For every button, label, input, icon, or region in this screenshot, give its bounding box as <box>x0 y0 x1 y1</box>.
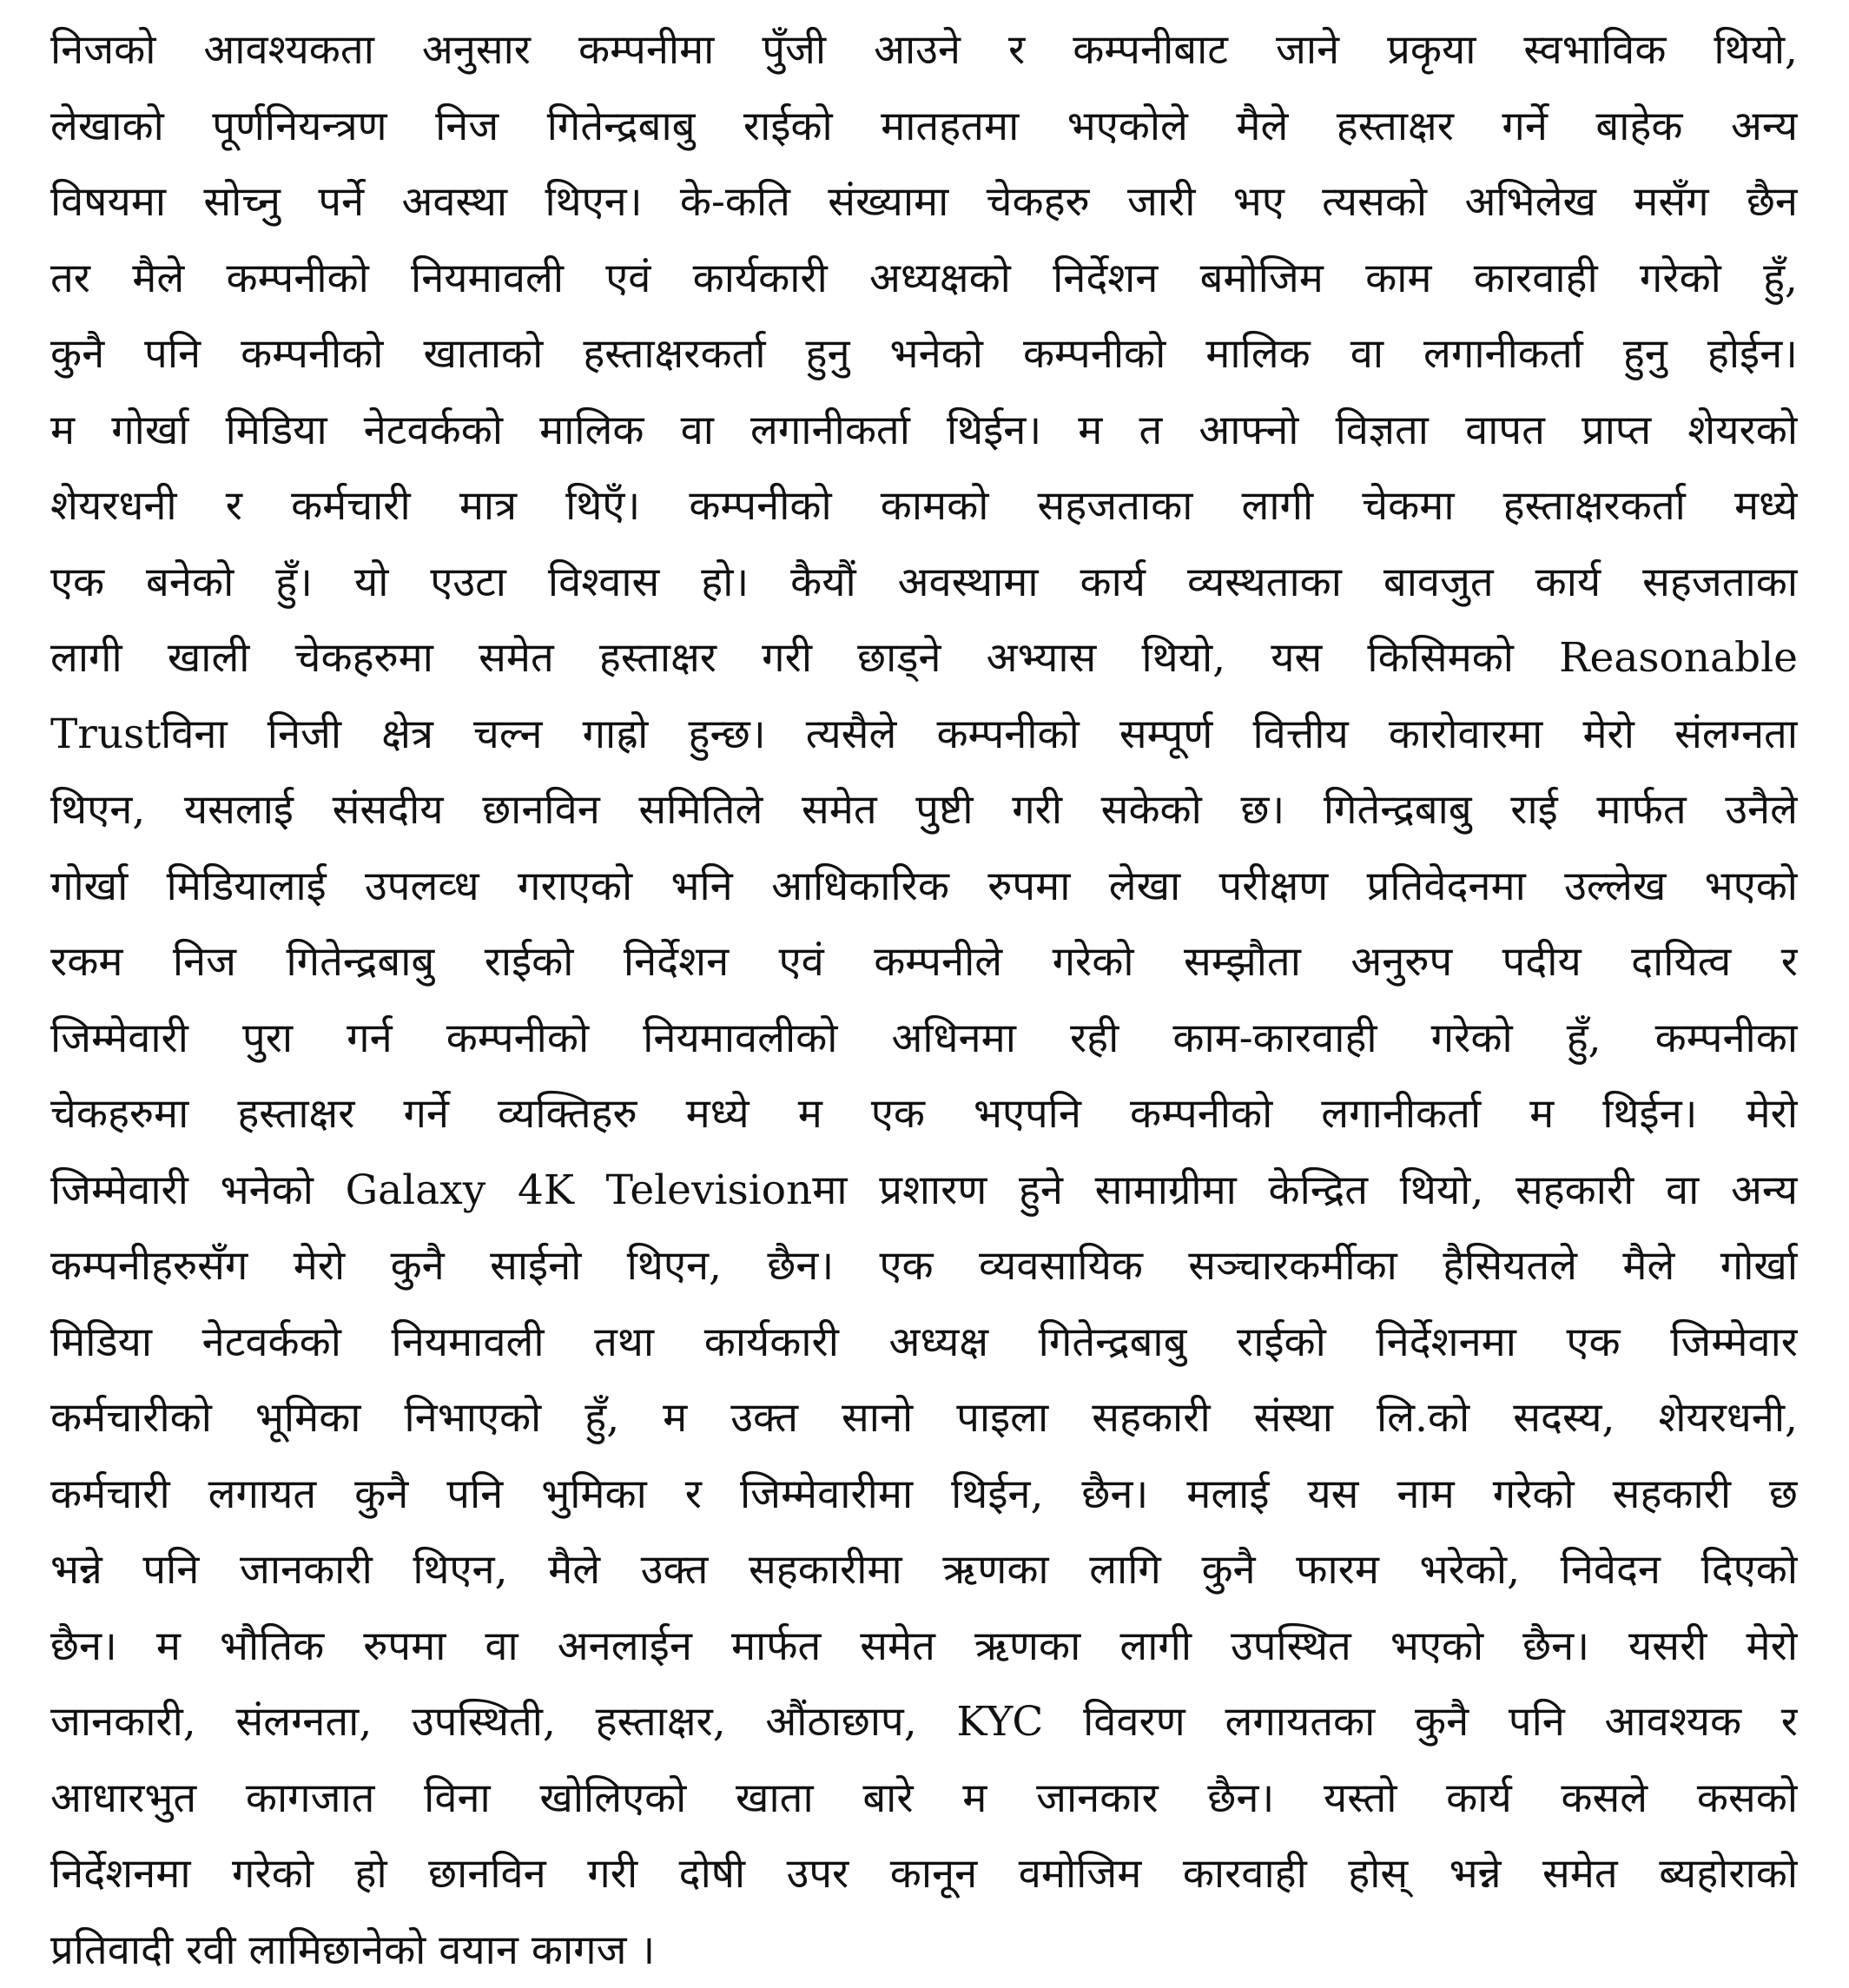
text-line: जिम्मेवारी भनेको Galaxy 4K Televisionमा प्रशारण हुने सामाग्रीमा केन्द्रित थियो, सहकारी वा अन्य <box>50 1153 1798 1229</box>
text-line: छैन। म भौतिक रुपमा वा अनलाईन मार्फत समेत ऋणका लागी उपस्थित भएको छैन। यसरी मेरो <box>50 1608 1798 1685</box>
text-line: रकम निज गितेन्द्रबाबु राईको निर्देशन एवं कम्पनीले गरेको सम्झौता अनुरुप पदीय दायित्व र <box>50 924 1798 1001</box>
text-line: मिडिया नेटवर्कको नियमावली तथा कार्यकारी अध्यक्ष गितेन्द्रबाबु राईको निर्देशनमा एक जिम्मेवार <box>50 1304 1798 1381</box>
text-line: गोर्खा मिडियालाई उपलव्ध गराएको भनि आधिकारिक रुपमा लेखा परीक्षण प्रतिवेदनमा उल्लेख भएको <box>50 849 1798 925</box>
text-line-final: प्रतिवादी रवी लामिछानेको वयान कागज । <box>50 1912 1798 1988</box>
text-line: कम्पनीहरुसँग मेरो कुनै साईनो थिएन, छैन। एक व्यवसायिक सञ्चारकर्मीका हैसियतले मैले गोर्खा <box>50 1228 1798 1304</box>
text-line: शेयरधनी र कर्मचारी मात्र थिएँ। कम्पनीको कामको सहजताका लागी चेकमा हस्ताक्षरकर्ता मध्ये <box>50 468 1798 545</box>
text-line: म गोर्खा मिडिया नेटवर्कको मालिक वा लगानीकर्ता थिईन। म त आफ्नो विज्ञता वापत प्राप्त शेयरको <box>50 393 1798 469</box>
text-line: तर मैले कम्पनीको नियमावली एवं कार्यकारी अध्यक्षको निर्देशन बमोजिम काम कारवाही गरेको हुँ, <box>50 241 1798 317</box>
text-line: Trustविना निजी क्षेत्र चल्न गाह्रो हुन्छ। त्यसैले कम्पनीको सम्पूर्ण वित्तीय कारोवारमा मेरो संलग्नता <box>50 697 1798 773</box>
text-line: जानकारी, संलग्नता, उपस्थिती, हस्ताक्षर, औंठाछाप, KYC विवरण लगायतका कुनै पनि आवश्यक र <box>50 1684 1798 1760</box>
text-line: निजको आवश्यकता अनुसार कम्पनीमा पुँजी आउने र कम्पनीबाट जाने प्रकृया स्वभाविक थियो, <box>50 12 1798 89</box>
text-line: लागी खाली चेकहरुमा समेत हस्ताक्षर गरी छाड्ने अभ्यास थियो, यस किसिमको Reasonable <box>50 620 1798 697</box>
text-line: थिएन, यसलाई संसदीय छानविन समितिले समेत पुष्टी गरी सकेको छ। गितेन्द्रबाबु राई मार्फत उनैले <box>50 772 1798 849</box>
document-body <box>50 12 1798 1988</box>
text-line: चेकहरुमा हस्ताक्षर गर्ने व्यक्तिहरु मध्ये म एक भएपनि कम्पनीको लगानीकर्ता म थिईन। मेरो <box>50 1076 1798 1153</box>
text-line: लेखाको पूर्णनियन्त्रण निज गितेन्द्रबाबु राईको मातहतमा भएकोले मैले हस्ताक्षर गर्ने बाहेक अन्य <box>50 89 1798 165</box>
text-line: भन्ने पनि जानकारी थिएन, मैले उक्त सहकारीमा ऋणका लागि कुनै फारम भरेको, निवेदन दिएको <box>50 1532 1798 1608</box>
text-line: आधारभुत कागजात विना खोलिएको खाता बारे म जानकार छैन। यस्तो कार्य कसले कसको <box>50 1760 1798 1837</box>
text-line: जिम्मेवारी पुरा गर्न कम्पनीको नियमावलीको अधिनमा रही काम-कारवाही गरेको हुँ, कम्पनीका <box>50 1001 1798 1077</box>
text-line: कर्मचारीको भूमिका निभाएको हुँ, म उक्त सानो पाइला सहकारी संस्था लि.को सदस्य, शेयरधनी, <box>50 1380 1798 1456</box>
text-line: कर्मचारी लगायत कुनै पनि भुमिका र जिम्मेवारीमा थिईन, छैन। मलाई यस नाम गरेको सहकारी छ <box>50 1456 1798 1533</box>
text-line: निर्देशनमा गरेको हो छानविन गरी दोषी उपर कानून वमोजिम कारवाही होस् भन्ने समेत ब्यहोराको <box>50 1836 1798 1912</box>
text-line: कुनै पनि कम्पनीको खाताको हस्ताक्षरकर्ता हुनु भनेको कम्पनीको मालिक वा लगानीकर्ता हुनु होईन। <box>50 316 1798 393</box>
text-line: विषयमा सोच्नु पर्ने अवस्था थिएन। के-कति संख्यामा चेकहरु जारी भए त्यसको अभिलेख मसँग छैन <box>50 164 1798 241</box>
text-line: एक बनेको हुँ। यो एउटा विश्वास हो। कैयौं अवस्थामा कार्य व्यस्थताका बावजुत कार्य सहजताका <box>50 545 1798 621</box>
